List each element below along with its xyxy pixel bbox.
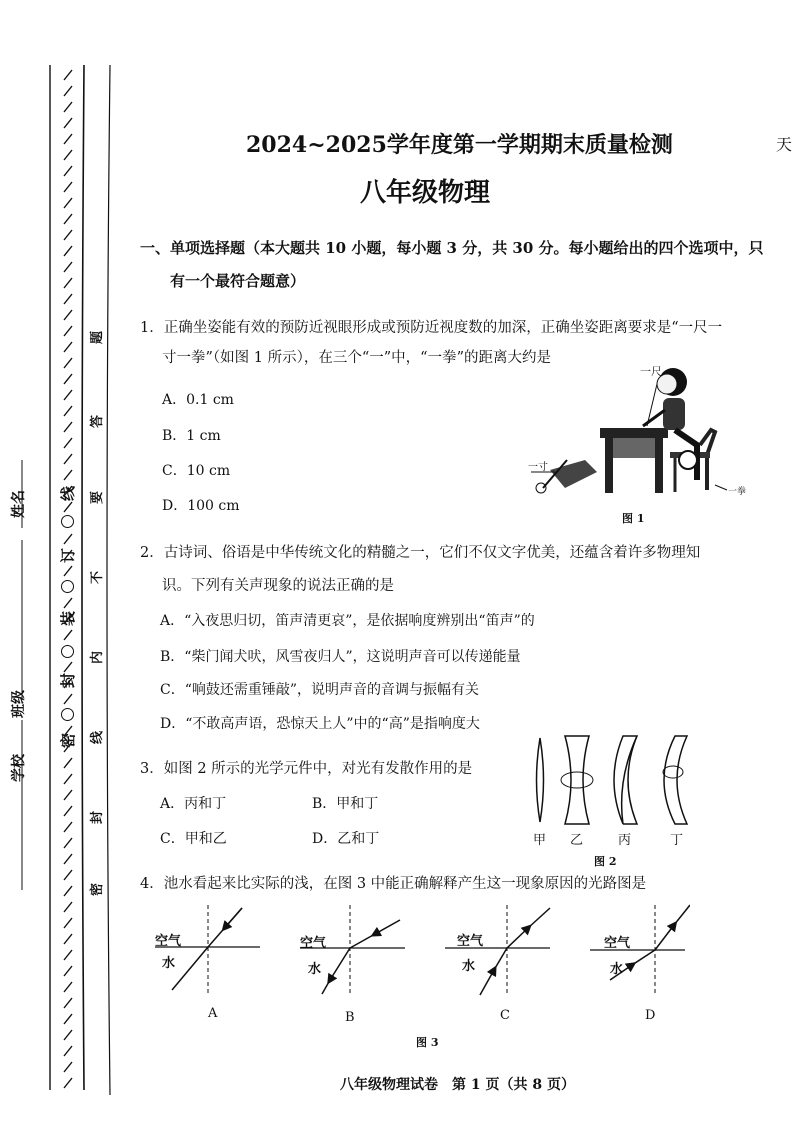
fig2-label-ding: 丁 [670,833,684,848]
q1-option-a: A．0.1 cm [162,392,234,408]
binding-slash [64,166,72,176]
fig3-water-label-a: 水 [162,956,176,971]
binding-slash [64,454,72,464]
binding-slash [64,390,72,400]
binding-slash [64,150,72,160]
figure-3-refraction-diagrams [150,900,690,1010]
fig3-air-label-b: 空气 [300,936,327,951]
section-heading [140,232,780,298]
q3-option-d: D．乙和丁 [312,831,380,847]
fig3-water-label-c: 水 [462,959,476,974]
binding-slash [64,966,72,976]
binding-slash [64,230,72,240]
binding-slash [64,214,72,224]
exam-title: 2024~2025学年度第一学期期末质量检测 [246,132,673,158]
q2-option-c: C．“响鼓还需重锤敲”，说明声音的音调与振幅有关 [160,682,480,698]
binding-slash [64,374,72,384]
binding-slash [64,310,72,320]
q3-option-b: B．甲和丁 [312,796,379,812]
binding-slash [64,998,72,1008]
binding-slash [64,534,72,544]
notice-char: 封 [90,810,106,825]
notice-char: 答 [90,414,106,429]
notice-char: 不 [90,570,106,585]
q3-line1: 3．如图 2 所示的光学元件中，对光有发散作用的是 [140,761,473,777]
fig1-label-quan: 一拳 [728,487,747,497]
binding-slash [64,566,72,576]
binding-slash [64,406,72,416]
seal-circle [61,708,74,721]
q2-option-d: D．“不敢高声语，恐惊天上人”中的“高”是指响度大 [160,716,480,732]
binding-slash [64,934,72,944]
figure-1-posture-illustration [525,360,745,500]
fig2-label-bing: 丙 [618,833,632,848]
binding-slash [64,790,72,800]
fig3-air-label-c: 空气 [457,934,484,949]
question-2 [140,537,780,603]
q1-option-d: D．100 cm [162,498,240,514]
binding-slash [64,502,72,512]
binding-slash [64,694,72,704]
binding-slash [64,982,72,992]
fig3-air-label-a: 空气 [155,934,182,949]
binding-slash [64,278,72,288]
binding-slash [64,438,72,448]
diagram-a [155,905,260,995]
fig3-label-c: C [500,1008,510,1023]
page-footer: 八年级物理试卷 第 1 页（共 8 页） [340,1077,575,1093]
q1-line2: 寸一拳”（如图 1 所示），在三个“一”中，“一拳”的距离大约是 [162,350,552,366]
binding-slash [64,294,72,304]
binding-slash [64,1046,72,1056]
binding-slash [64,758,72,768]
binding-slash [64,246,72,256]
binding-slash [64,822,72,832]
binding-slash [64,598,72,608]
diagram-c [445,905,550,995]
binding-slash [64,630,72,640]
notice-char: 内 [90,650,106,665]
binding-slash [64,870,72,880]
seal-char-feng: 封 [59,672,78,689]
binding-slash [64,1062,72,1072]
binding-slash [64,1014,72,1024]
fig2-label-jia: 甲 [533,833,547,848]
section-heading-line1: 一、单项选择题（本大题共 10 小题，每小题 3 分，共 30 分。每小题给出的四个选项中，只 [140,239,764,257]
fig3-water-label-d: 水 [610,962,624,977]
school-label: 学校 [11,754,27,782]
binding-slash [64,806,72,816]
binding-slash [64,854,72,864]
q3-option-a: A．丙和丁 [160,796,227,812]
notice-char: 要 [90,490,106,505]
binding-slash [64,118,72,128]
binding-slash [64,182,72,192]
fig3-label-a: A [208,1006,218,1021]
name-label: 姓名 [11,490,27,518]
binding-slash [64,918,72,928]
q3-option-c: C．甲和乙 [160,831,227,847]
binding-slash [64,1030,72,1040]
binding-slash [64,358,72,368]
q2-line1: 2．古诗词、俗语是中华传统文化的精髓之一，它们不仅文字优美，还蕴含着许多物理知 [140,545,701,561]
question-4 [140,872,780,896]
q1-option-b: B．1 cm [162,428,221,444]
fig1-label-cun: 一寸 [528,462,548,473]
seal-circle [61,580,74,593]
fig1-caption: 图 1 [622,512,645,525]
binding-slash [64,134,72,144]
q4-line1: 4．池水看起来比实际的浅，在图 3 中能正确解释产生这一现象原因的光路图是 [140,876,647,892]
binding-slash [64,886,72,896]
class-label: 班级 [11,690,27,718]
fig2-label-yi: 乙 [570,833,584,848]
fig3-label-d: D [645,1008,656,1023]
fig3-water-label-b: 水 [308,962,322,977]
seal-char-zhuang: 装 [59,610,78,627]
binding-slash [64,198,72,208]
binding-slash [64,838,72,848]
binding-slash [64,102,72,112]
fig3-air-label-d: 空气 [604,936,631,951]
seal-circle [61,515,74,528]
binding-slash [64,662,72,672]
binding-slash [64,950,72,960]
figure-2-lenses [525,730,725,830]
q1-option-c: C．10 cm [162,463,231,479]
binding-slash [64,470,72,480]
q1-line1: 1．正确坐姿能有效的预防近视眼形成或预防近视度数的加深，正确坐姿距离要求是“一尺一 [140,320,723,336]
notice-char: 题 [90,330,106,345]
fig1-label-chi: 一尺 [640,365,662,378]
corner-mark: 天 [776,135,793,154]
binding-slash [64,342,72,352]
binding-slash [64,1078,72,1088]
exam-subtitle: 八年级物理 [360,178,491,208]
binding-slash [64,774,72,784]
seal-circle [61,645,74,658]
binding-slash [64,262,72,272]
binding-slash [64,422,72,432]
seal-char-mi: 密 [59,732,78,749]
q2-option-b: B．“柴门闻犬吠，风雪夜归人”，这说明声音可以传递能量 [160,649,521,665]
fig2-caption: 图 2 [594,855,617,868]
q2-line2: 识。下列有关声现象的说法正确的是 [162,578,394,594]
fig3-label-b: B [345,1010,355,1025]
q2-option-a: A．“入夜思归切，笛声清更哀”，是依据响度辨别出“笛声”的 [160,613,535,629]
binding-slash [64,326,72,336]
seal-char-ding: 订 [59,547,78,564]
notice-char: 密 [90,882,106,897]
seal-char-xian: 线 [59,485,78,502]
notice-char: 线 [90,730,106,745]
fig3-caption: 图 3 [416,1036,439,1049]
binding-slash [64,86,72,96]
binding-slash [64,902,72,912]
binding-slash [64,70,72,80]
section-heading-line2: 有一个最符合题意） [170,272,306,290]
